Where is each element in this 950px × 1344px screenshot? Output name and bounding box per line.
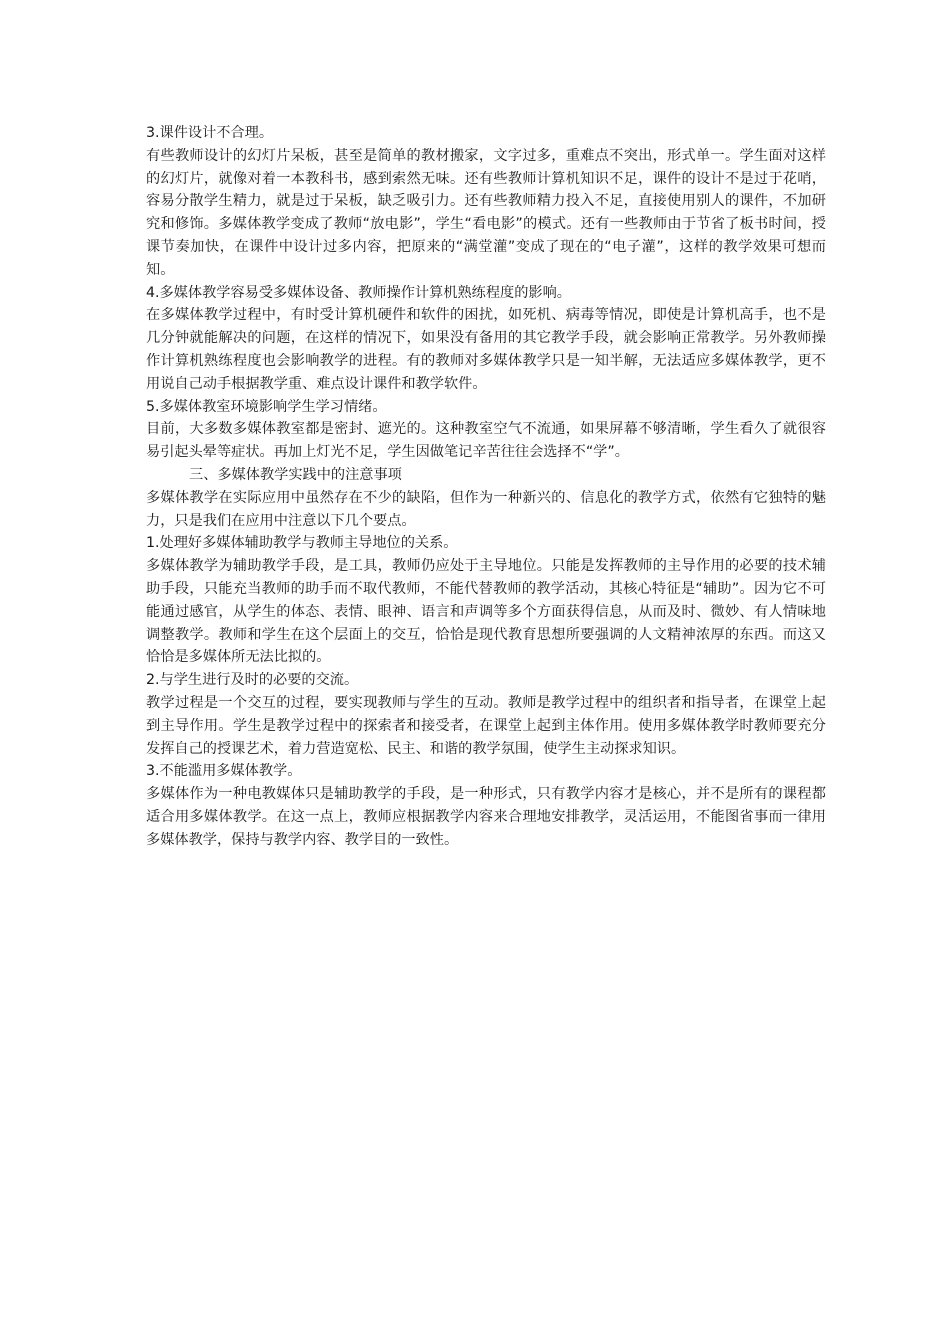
point-heading: 5.多媒体教室环境影响学生学习情绪。	[146, 398, 387, 415]
body-paragraph: 目前，大多数多媒体教室都是密封、遮光的。这种教室空气不流通，如果屏幕不够清晰，学生看久了就很容易引起头晕等症状。再加上灯光不足，学生因做笔记辛苦往往会选择不“学”。	[146, 421, 826, 461]
point-heading: 1.处理好多媒体辅助教学与教师主导地位的关系。	[146, 535, 458, 552]
body-paragraph: 多媒体作为一种电教媒体只是辅助教学的手段，是一种形式，只有教学内容才是核心，并不是所有的课程都适合用多媒体教学。在这一点上，教师应根据教学内容来合理地安排教学，灵活运用，不能图省事而一律用多媒体教学，保持与教学内容、教学目的一致性。	[146, 786, 826, 848]
body-paragraph: 多媒体教学在实际应用中虽然存在不少的缺陷，但作为一种新兴的、信息化的教学方式，依然有它独特的魅力，只是我们在应用中注意以下几个要点。	[146, 489, 826, 529]
body-paragraph: 教学过程是一个交互的过程，要实现教师与学生的互动。教师是教学过程中的组织者和指导者，在课堂上起到主导作用。学生是教学过程中的探索者和接受者，在课堂上起到主体作用。使用多媒体教学时教师要充分发挥自己的授课艺术，着力营造宽松、民主、和谐的教学氛围，使学生主动探求知识。	[146, 694, 826, 757]
body-paragraph: 有些教师设计的幻灯片呆板，甚至是简单的教材搬家，文字过多，重难点不突出，形式单一。学生面对这样的幻灯片，就像对着一本教科书，感到索然无味。还有些教师计算机知识不足，课件的设计不是过于花哨，容易分散学生精力，就是过于呆板，缺乏吸引力。还有些教师精力投入不足，直接使用别人的课件，不加研究和修饰。多媒体教学变成了教师“放电影”，学生“看电影”的模式。还有一些教师由于节省了板书时间，授课节奏加快，在课件中设计过多内容，把原来的“满堂灌”变成了现在的“电子灌”，这样的教学效果可想而知。	[146, 147, 826, 278]
body-paragraph: 多媒体教学为辅助教学手段，是工具，教师仍应处于主导地位。只能是发挥教师的主导作用的必要的技术辅助手段，只能充当教师的助手而不取代教师，不能代替教师的教学活动，其核心特征是“辅助”。因为它不可能通过感官，从学生的体态、表情、眼神、语言和声调等多个方面获得信息，从而及时、微妙、有人情味地调整教学。教师和学生在这个层面上的交互，恰恰是现代教育思想所要强调的人文精神浓厚的东西。而这又恰恰是多媒体所无法比拟的。	[146, 558, 826, 666]
point-heading: 2.与学生进行及时的必要的交流。	[146, 672, 359, 689]
point-heading: 3.不能滥用多媒体教学。	[146, 763, 302, 780]
body-paragraph: 在多媒体教学过程中，有时受计算机硬件和软件的困扰，如死机、病毒等情况，即使是计算机高手，也不是几分钟就能解决的问题，在这样的情况下，如果没有备用的其它教学手段，就会影响正常教学。另外教师操作计算机熟练程度也会影响教学的进程。有的教师对多媒体教学只是一知半解，无法适应多媒体教学，更不用说自己动手根据教学重、难点设计课件和教学软件。	[146, 307, 826, 392]
point-heading: 4.多媒体教学容易受多媒体设备、教师操作计算机熟练程度的影响。	[146, 284, 571, 301]
point-heading: 3.课件设计不合理。	[146, 125, 274, 141]
document-body	[146, 122, 826, 852]
section-title: 三、多媒体教学实践中的注意事项	[189, 466, 402, 483]
